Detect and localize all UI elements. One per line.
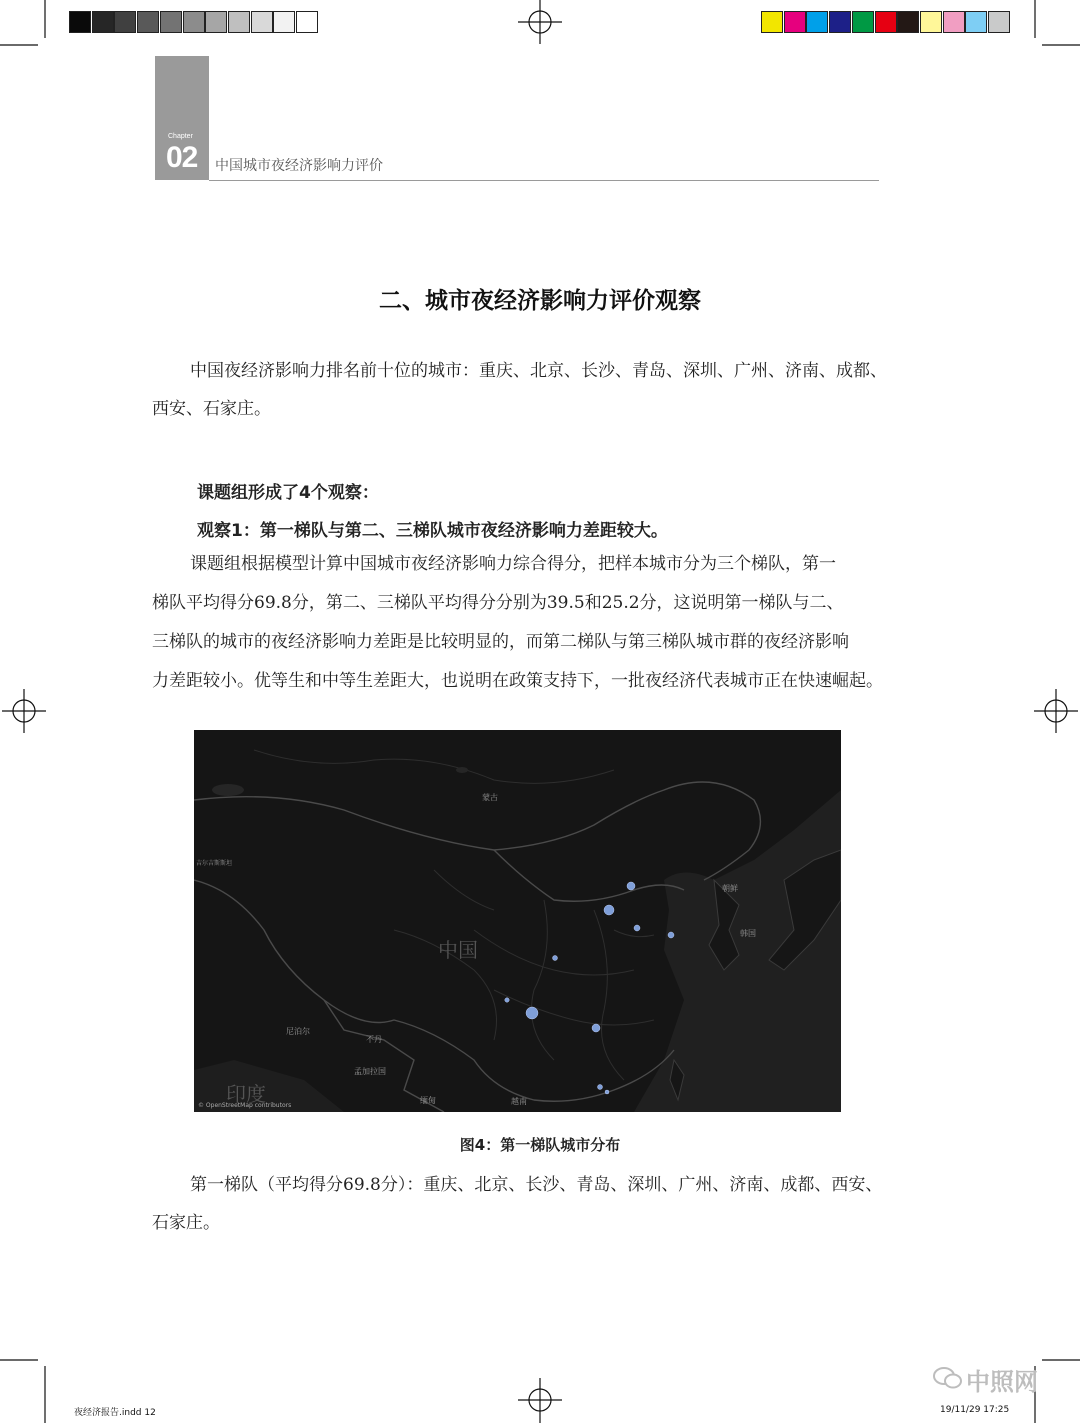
wechat-icon bbox=[933, 1366, 963, 1390]
map-label-bhutan: 不丹 bbox=[366, 1035, 382, 1044]
map-label-mongolia: 蒙古 bbox=[482, 793, 498, 802]
observation-1-line-2: 梯队平均得分69.8分，第二、三梯队平均得分分别为39.5和25.2分，这说明第一梯队与二、 bbox=[152, 593, 844, 613]
color-swatch bbox=[875, 11, 897, 33]
chapter-label: Chapter bbox=[168, 133, 193, 140]
footer-timestamp: 19/11/29 17:25 bbox=[940, 1405, 1010, 1415]
map-attribution: © OpenStreetMap contributors bbox=[198, 1102, 292, 1109]
map-label-north-korea: 朝鲜 bbox=[722, 884, 738, 893]
gray-swatch bbox=[228, 11, 250, 33]
footer-filename: 夜经济报告.indd 12 bbox=[74, 1408, 156, 1418]
chapter-number: 02 bbox=[166, 141, 198, 174]
figure-caption: 图4：第一梯队城市分布 bbox=[459, 1136, 621, 1154]
gray-swatch bbox=[92, 11, 114, 33]
map-drawing bbox=[194, 730, 841, 1112]
tier1-city-map bbox=[194, 730, 841, 1112]
map-label-bangladesh: 孟加拉国 bbox=[354, 1067, 386, 1076]
color-swatch bbox=[784, 11, 806, 33]
color-swatch bbox=[988, 11, 1010, 33]
map-label-myanmar: 缅甸 bbox=[420, 1096, 436, 1105]
running-header-title: 中国城市夜经济影响力评价 bbox=[215, 158, 383, 174]
gray-swatch bbox=[273, 11, 295, 33]
observation-1-line-1: 课题组根据模型计算中国城市夜经济影响力综合得分，把样本城市分为三个梯队，第一 bbox=[190, 554, 836, 574]
watermark-text: 中照网 bbox=[966, 1368, 1038, 1396]
gray-swatch bbox=[137, 11, 159, 33]
tier1-line-1: 第一梯队（平均得分69.8分）：重庆、北京、长沙、青岛、深圳、广州、济南、成都、西安、 bbox=[190, 1175, 883, 1195]
observation-1-line-3: 三梯队的城市的夜经济影响力差距是比较明显的，而第二梯队与第三梯队城市群的夜经济影响 bbox=[152, 632, 849, 652]
color-swatch bbox=[965, 11, 987, 33]
gray-swatch bbox=[69, 11, 91, 33]
gray-swatch bbox=[160, 11, 182, 33]
map-label-nepal: 尼泊尔 bbox=[286, 1027, 310, 1036]
map-label-kyrgyz: 吉尔吉斯斯坦 bbox=[196, 860, 233, 867]
gray-swatch bbox=[296, 11, 318, 33]
section-title: 二、城市夜经济影响力评价观察 bbox=[379, 288, 701, 314]
gray-swatch bbox=[114, 11, 136, 33]
gray-swatch bbox=[251, 11, 273, 33]
color-swatch bbox=[897, 11, 919, 33]
tier1-line-2: 石家庄。 bbox=[152, 1213, 220, 1233]
color-swatch bbox=[829, 11, 851, 33]
observations-heading: 课题组形成了4个观察： bbox=[197, 483, 379, 503]
gray-swatch bbox=[183, 11, 205, 33]
observation-1-heading: 观察1：第一梯队与第二、三梯队城市夜经济影响力差距较大。 bbox=[197, 521, 668, 541]
map-label-india: 印度 bbox=[226, 1082, 266, 1106]
color-swatch bbox=[852, 11, 874, 33]
map-label-vietnam: 越南 bbox=[511, 1097, 527, 1106]
map-label-china: 中国 bbox=[438, 938, 478, 962]
header-rule bbox=[209, 180, 879, 181]
gray-swatch bbox=[205, 11, 227, 33]
color-swatch bbox=[943, 11, 965, 33]
intro-line-1: 中国夜经济影响力排名前十位的城市：重庆、北京、长沙、青岛、深圳、广州、济南、成都、 bbox=[190, 361, 887, 381]
intro-line-2: 西安、石家庄。 bbox=[152, 399, 271, 419]
observation-1-line-4: 力差距较小。优等生和中等生差距大，也说明在政策支持下，一批夜经济代表城市正在快速崛起。 bbox=[152, 671, 883, 691]
color-swatch bbox=[761, 11, 783, 33]
map-label-south-korea: 韩国 bbox=[740, 929, 756, 938]
color-swatch bbox=[920, 11, 942, 33]
color-swatch bbox=[806, 11, 828, 33]
